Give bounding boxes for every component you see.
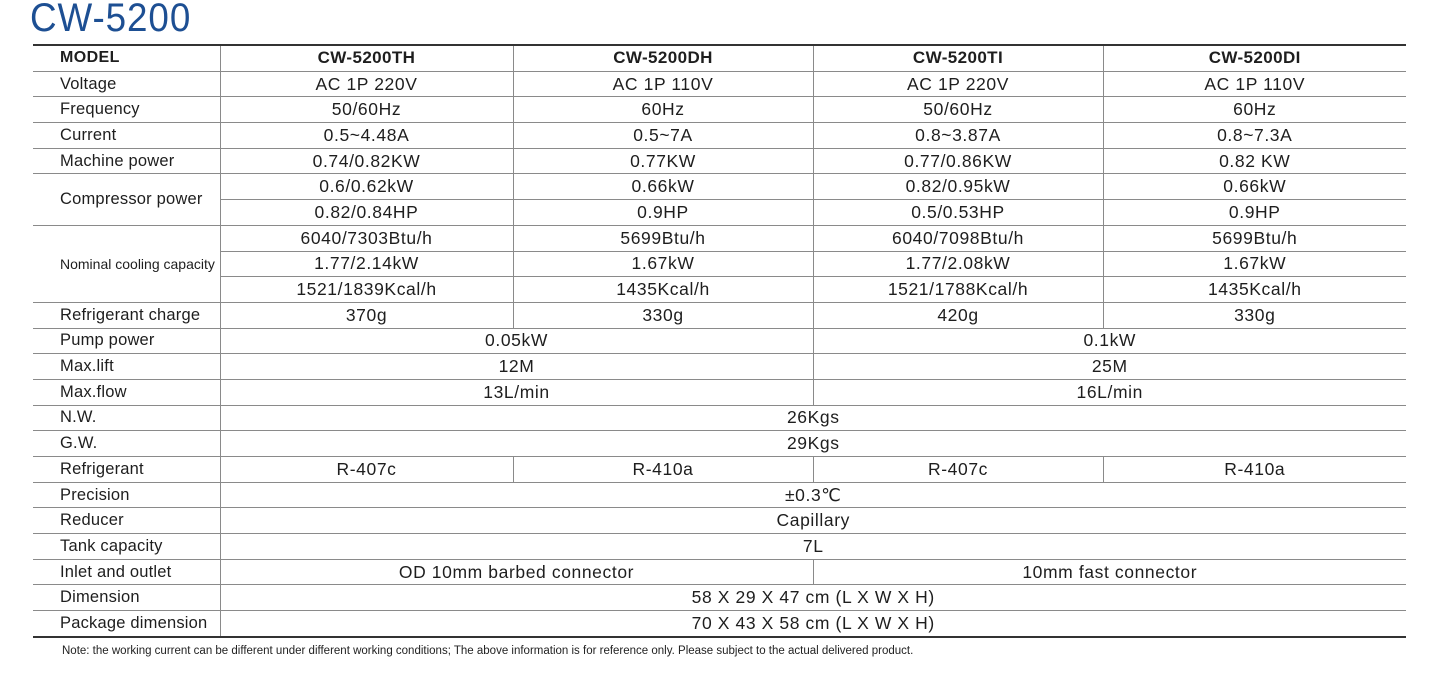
table-cell: 5699Btu/h <box>1103 225 1406 251</box>
table-cell: 1435Kcal/h <box>513 277 813 303</box>
table-cell: 0.74/0.82KW <box>220 148 513 174</box>
table-cell: 0.82/0.95kW <box>813 174 1103 200</box>
table-row <box>33 277 1406 303</box>
table-cell: 6040/7098Btu/h <box>813 225 1103 251</box>
table-cell: AC 1P 110V <box>1103 71 1406 97</box>
table-row <box>33 200 1406 226</box>
table-cell: 0.9HP <box>513 200 813 226</box>
table-cell: 0.66kW <box>1103 174 1406 200</box>
spec-table <box>33 44 1406 638</box>
table-cell: Capillary <box>220 508 1406 534</box>
table-cell: 0.5~7A <box>513 123 813 149</box>
row-label: Frequency <box>33 97 220 123</box>
table-row <box>33 379 1406 405</box>
row-label: Package dimension <box>33 611 220 637</box>
table-row <box>33 405 1406 431</box>
table-row <box>33 71 1406 97</box>
table-row <box>33 457 1406 483</box>
table-cell: 1.77/2.08kW <box>813 251 1103 277</box>
table-row <box>33 559 1406 585</box>
table-cell: 0.5~4.48A <box>220 123 513 149</box>
table-row <box>33 225 1406 251</box>
table-cell: 0.82 KW <box>1103 148 1406 174</box>
table-row <box>33 611 1406 637</box>
table-row <box>33 97 1406 123</box>
table-cell: AC 1P 110V <box>513 71 813 97</box>
table-cell: AC 1P 220V <box>813 71 1103 97</box>
row-label: Voltage <box>33 71 220 97</box>
table-cell: 0.05kW <box>220 328 813 354</box>
row-label: Dimension <box>33 585 220 611</box>
table-cell: 1.67kW <box>1103 251 1406 277</box>
table-cell: 0.8~3.87A <box>813 123 1103 149</box>
table-cell: 420g <box>813 302 1103 328</box>
table-cell: 1435Kcal/h <box>1103 277 1406 303</box>
table-cell: 60Hz <box>1103 97 1406 123</box>
row-label: Refrigerant charge <box>33 302 220 328</box>
table-cell: AC 1P 220V <box>220 71 513 97</box>
table-cell: 16L/min <box>813 379 1406 405</box>
table-row <box>33 534 1406 560</box>
table-cell: 0.82/0.84HP <box>220 200 513 226</box>
row-label: Tank capacity <box>33 534 220 560</box>
row-label: G.W. <box>33 431 220 457</box>
table-cell: 0.6/0.62kW <box>220 174 513 200</box>
table-cell: 0.5/0.53HP <box>813 200 1103 226</box>
table-row <box>33 148 1406 174</box>
table-cell: 1.67kW <box>513 251 813 277</box>
table-cell: 50/60Hz <box>220 97 513 123</box>
row-label: Compressor power <box>33 174 220 225</box>
table-cell: 29Kgs <box>220 431 1406 457</box>
table-cell: 0.8~7.3A <box>1103 123 1406 149</box>
table-cell: 0.9HP <box>1103 200 1406 226</box>
table-row <box>33 328 1406 354</box>
table-cell: 0.66kW <box>513 174 813 200</box>
table-cell: 25M <box>813 354 1406 380</box>
table-cell: 1.77/2.14kW <box>220 251 513 277</box>
table-cell: 12M <box>220 354 813 380</box>
table-cell: 7L <box>220 534 1406 560</box>
table-row <box>33 123 1406 149</box>
model-name: CW-5200DH <box>513 45 813 71</box>
table-cell: ±0.3℃ <box>220 482 1406 508</box>
table-row <box>33 302 1406 328</box>
table-cell: 10mm fast connector <box>813 559 1406 585</box>
table-cell: R-407c <box>813 457 1103 483</box>
table-cell: 58 X 29 X 47 cm (L X W X H) <box>220 585 1406 611</box>
model-name: CW-5200TI <box>813 45 1103 71</box>
row-label: Max.lift <box>33 354 220 380</box>
row-label: Nominal cooling capacity <box>33 225 220 302</box>
model-name: CW-5200TH <box>220 45 513 71</box>
table-row <box>33 585 1406 611</box>
row-label: Reducer <box>33 508 220 534</box>
table-cell: 60Hz <box>513 97 813 123</box>
table-cell: R-410a <box>1103 457 1406 483</box>
table-cell: 13L/min <box>220 379 813 405</box>
table-cell: 70 X 43 X 58 cm (L X W X H) <box>220 611 1406 637</box>
row-label: Inlet and outlet <box>33 559 220 585</box>
row-label: Precision <box>33 482 220 508</box>
model-label: MODEL <box>33 45 220 71</box>
row-label: Pump power <box>33 328 220 354</box>
table-cell: 5699Btu/h <box>513 225 813 251</box>
table-row <box>33 508 1406 534</box>
table-cell: OD 10mm barbed connector <box>220 559 813 585</box>
header-row <box>33 45 1406 71</box>
row-label: N.W. <box>33 405 220 431</box>
page-title: CW-5200 <box>30 0 192 40</box>
row-label: Max.flow <box>33 379 220 405</box>
table-cell: R-407c <box>220 457 513 483</box>
table-cell: 0.77KW <box>513 148 813 174</box>
table-cell: 370g <box>220 302 513 328</box>
table-cell: 1521/1788Kcal/h <box>813 277 1103 303</box>
table-cell: 0.77/0.86KW <box>813 148 1103 174</box>
table-row <box>33 431 1406 457</box>
table-row <box>33 174 1406 200</box>
row-label: Current <box>33 123 220 149</box>
row-label: Machine power <box>33 148 220 174</box>
row-label: Refrigerant <box>33 457 220 483</box>
table-row <box>33 354 1406 380</box>
table-cell: 1521/1839Kcal/h <box>220 277 513 303</box>
table-cell: 6040/7303Btu/h <box>220 225 513 251</box>
model-name: CW-5200DI <box>1103 45 1406 71</box>
table-cell: R-410a <box>513 457 813 483</box>
footnote: Note: the working current can be different under different working conditions; The above information is for reference only. Please subject to the actual delivered product. <box>62 645 914 657</box>
table-row <box>33 482 1406 508</box>
table-cell: 330g <box>513 302 813 328</box>
table-cell: 330g <box>1103 302 1406 328</box>
table-cell: 26Kgs <box>220 405 1406 431</box>
table-cell: 50/60Hz <box>813 97 1103 123</box>
table-row <box>33 251 1406 277</box>
table-cell: 0.1kW <box>813 328 1406 354</box>
